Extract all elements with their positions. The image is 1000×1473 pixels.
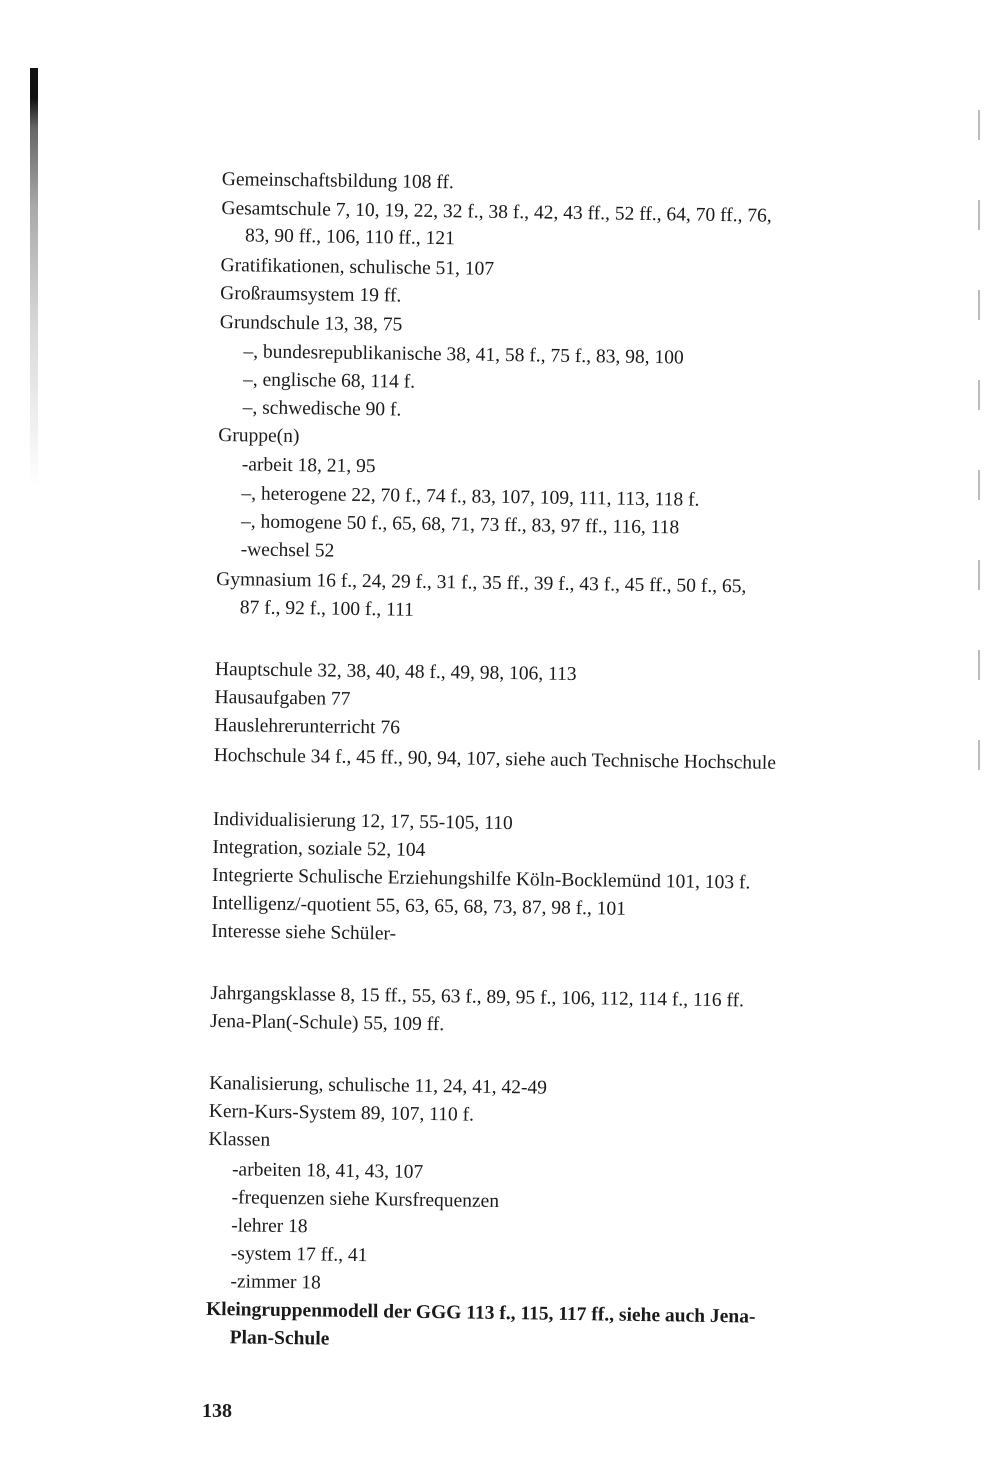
index-subentry: –, englische 68, 114 f. (242, 369, 416, 393)
index-subentry: -system 17 ff., 41 (230, 1243, 368, 1267)
page-number: 138 (202, 1400, 232, 1422)
index-entry: Gemeinschaftsbildung 108 ff. (221, 168, 454, 194)
index-entry: Kleingruppenmodell der GGG 113 f., 115, 117 ff., siehe auch Jena- (205, 1298, 756, 1328)
index-subentry: –, homogene 50 f., 65, 68, 71, 73 ff., 83, 97 ff., 116, 118 (240, 511, 680, 539)
index-subentry: -zimmer 18 (230, 1271, 322, 1294)
index-entry-continuation: 83, 90 ff., 106, 110 ff., 121 (244, 225, 455, 250)
index-subentry: –, bundesrepublikanische 38, 41, 58 f., 75 f., 83, 98, 100 (243, 341, 684, 369)
index-entry: Hauslehrerunterricht 76 (214, 714, 401, 739)
index-entry: Klassen (208, 1128, 271, 1151)
index-subentry: –, schwedische 90 f. (242, 397, 402, 421)
index-entry: Intelligenz/-quotient 55, 63, 65, 68, 73, 87, 98 f., 101 (211, 892, 627, 920)
index-entry: Individualisierung 12, 17, 55-105, 110 (212, 808, 513, 835)
index-entry: Großraumsystem 19 ff. (220, 282, 402, 307)
index-entry: Jahrgangsklasse 8, 15 ff., 55, 63 f., 89, 95 f., 106, 112, 114 f., 116 ff. (210, 982, 745, 1012)
index-entry: Kanalisierung, schulische 11, 24, 41, 42-49 (209, 1072, 548, 1099)
index-entry: Integrierte Schulische Erziehungshilfe Köln-Bocklemünd 101, 103 f. (211, 864, 751, 894)
index-subentry: -lehrer 18 (231, 1215, 308, 1238)
scan-edge-marks (978, 110, 980, 810)
index-entry: Hausaufgaben 77 (214, 686, 351, 710)
index-entry: Interesse siehe Schüler- (211, 920, 397, 945)
index-entry-continuation: Plan-Schule (229, 1327, 330, 1350)
index-subentry: -wechsel 52 (240, 539, 335, 562)
index-subentry: –, heterogene 22, 70 f., 74 f., 83, 107, 109, 111, 113, 118 f. (241, 483, 700, 511)
index-entry: Grundschule 13, 38, 75 (219, 311, 403, 336)
index-subentry: -frequenzen siehe Kursfrequenzen (231, 1187, 500, 1212)
index-entry: Integration, soziale 52, 104 (212, 836, 426, 861)
index-entry: Hauptschule 32, 38, 40, 48 f., 49, 98, 106, 113 (214, 658, 577, 685)
index-entry: Gymnasium 16 f., 24, 29 f., 31 f., 35 ff., 39 f., 43 f., 45 ff., 50 f., 65, (216, 568, 747, 598)
index-list (205, 168, 922, 1350)
index-entry: Jena-Plan(-Schule) 55, 109 ff. (209, 1010, 445, 1036)
scan-edge-shadow (30, 68, 38, 488)
index-entry: Kern-Kurs-System 89, 107, 110 f. (208, 1100, 475, 1126)
index-entry: Gruppe(n) (218, 424, 300, 448)
index-subentry: -arbeit 18, 21, 95 (241, 454, 376, 478)
index-entry: Gratifikationen, schulische 51, 107 (220, 254, 495, 280)
index-entry-continuation: 87 f., 92 f., 100 f., 111 (239, 597, 415, 621)
index-entry: Gesamtschule 7, 10, 19, 22, 32 f., 38 f., 42, 43 ff., 52 ff., 64, 70 ff., 76, (221, 197, 772, 227)
index-entry: Hochschule 34 f., 45 ff., 90, 94, 107, siehe auch Technische Hochschule (213, 744, 777, 774)
index-subentry: -arbeiten 18, 41, 43, 107 (231, 1159, 424, 1183)
